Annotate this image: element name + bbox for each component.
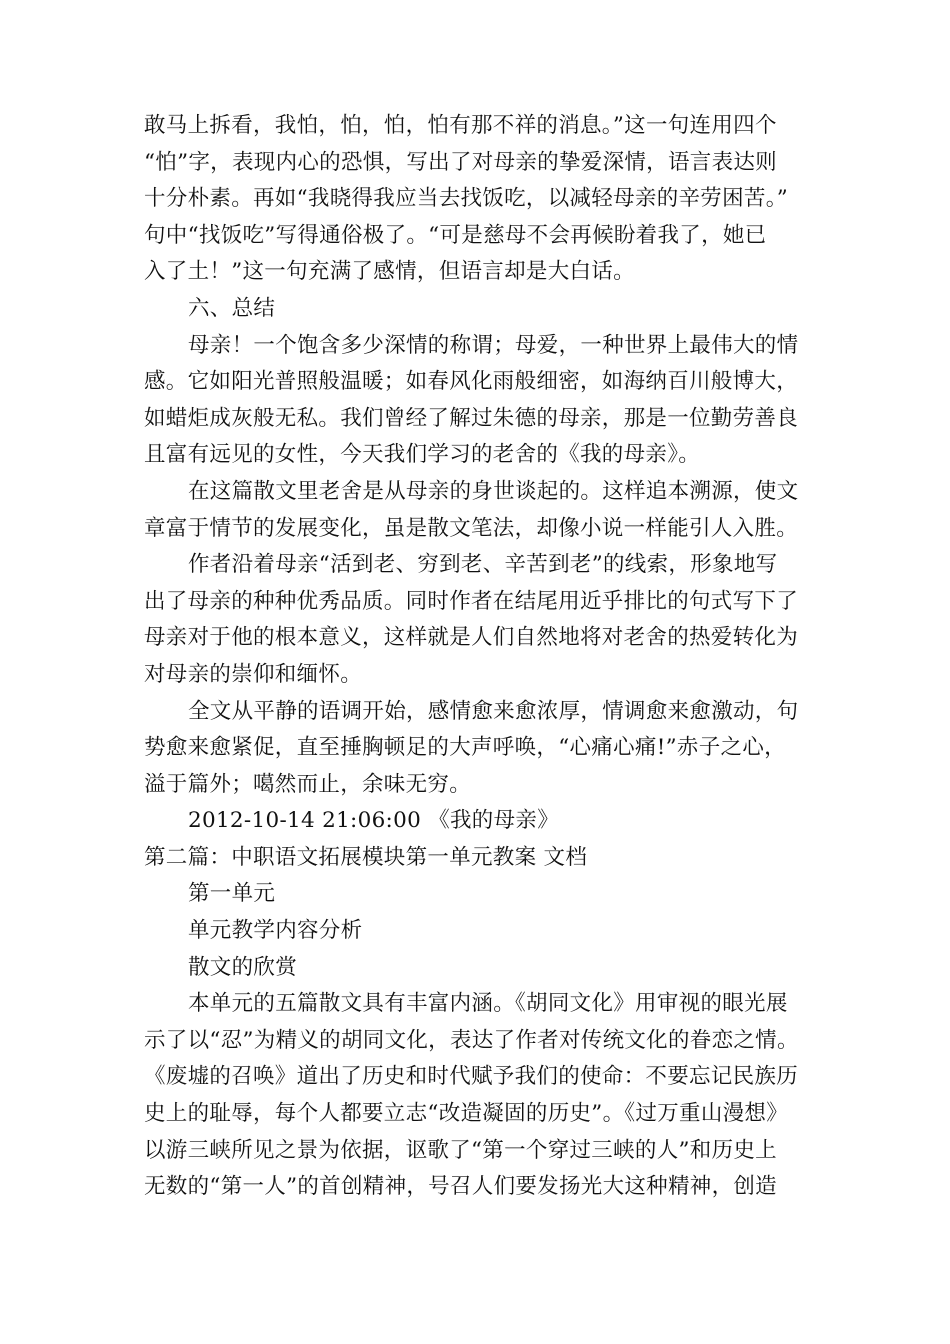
text-line: 以游三峡所见之景为依据，讴歌了“第一个穿过三峡的人”和历史上: [144, 1137, 777, 1163]
text-line: 《废墟的召唤》道出了历史和时代赋予我们的使命：不要忘记民族历: [144, 1064, 799, 1090]
text-line: 2012-10-14 21:06:00 《我的母亲》: [188, 808, 559, 834]
text-line: 句中“找饭吃”写得通俗极了。“可是慈母不会再候盼着我了，她已: [144, 222, 767, 248]
text-line: 感。它如阳光普照般温暖；如春风化雨般细密，如海纳百川般博大，: [144, 369, 799, 395]
text-line: 史上的耻辱，每个人都要立志“改造凝固的历史”。《过万重山漫想》: [144, 1101, 789, 1127]
text-line: 十分朴素。再如“我晓得我应当去找饭吃，以减轻母亲的辛劳困苦。”: [144, 186, 789, 212]
text-line: 出了母亲的种种优秀品质。同时作者在结尾用近乎排比的句式写下了: [144, 588, 799, 614]
text-line: 如蜡炬成灰般无私。我们曾经了解过朱德的母亲，那是一位勤劳善良: [144, 405, 799, 431]
text-line: 作者沿着母亲“活到老、穷到老、辛苦到老”的线索，形象地写: [188, 552, 778, 578]
text-line: 对母亲的崇仰和缅怀。: [144, 661, 363, 687]
text-line: “怕”字，表现内心的恐惧，写出了对母亲的挚爱深情，语言表达则: [144, 149, 777, 175]
text-line: 示了以“忍”为精义的胡同文化，表达了作者对传统文化的眷恋之情。: [144, 1027, 799, 1053]
text-line: 势愈来愈紧促，直至捶胸顿足的大声呼唤，“心痛心痛!”赤子之心，: [144, 735, 786, 761]
text-line: 母亲对于他的根本意义，这样就是人们自然地将对老舍的热爱转化为: [144, 625, 799, 651]
text-line: 本单元的五篇散文具有丰富内涵。《胡同文化》用审视的眼光展: [188, 991, 788, 1017]
text-line: 六、总结: [188, 295, 276, 321]
text-line: 入了土！”这一句充满了感情，但语言却是大白话。: [144, 259, 635, 285]
document-body: [144, 108, 824, 1206]
text-line: 无数的“第一人”的首创精神，号召人们要发扬光大这种精神，创造: [144, 1174, 777, 1200]
text-line: 在这篇散文里老舍是从母亲的身世谈起的。这样追本溯源，使文: [188, 478, 799, 504]
text-line: 全文从平静的语调开始，感情愈来愈浓厚，情调愈来愈激动，句: [188, 698, 799, 724]
text-line: 章富于情节的发展变化，虽是散文笔法，却像小说一样能引人入胜。: [144, 515, 799, 541]
text-line: 母亲！一个饱含多少深情的称谓；母爱，一种世界上最伟大的情: [188, 332, 799, 358]
text-line: 溢于篇外；噶然而止，余味无穷。: [144, 771, 472, 797]
text-line: 单元教学内容分析: [188, 918, 363, 944]
text-line: 第一单元: [188, 881, 276, 907]
text-line: 散文的欣赏: [188, 954, 298, 980]
text-line: 第二篇：中职语文拓展模块第一单元教案 文档: [144, 844, 588, 870]
text-line: 且富有远见的女性，今天我们学习的老舍的《我的母亲》。: [144, 442, 701, 468]
text-line: 敢马上拆看，我怕，怕，怕，怕有那不祥的消息。”这一句连用四个: [144, 113, 777, 138]
